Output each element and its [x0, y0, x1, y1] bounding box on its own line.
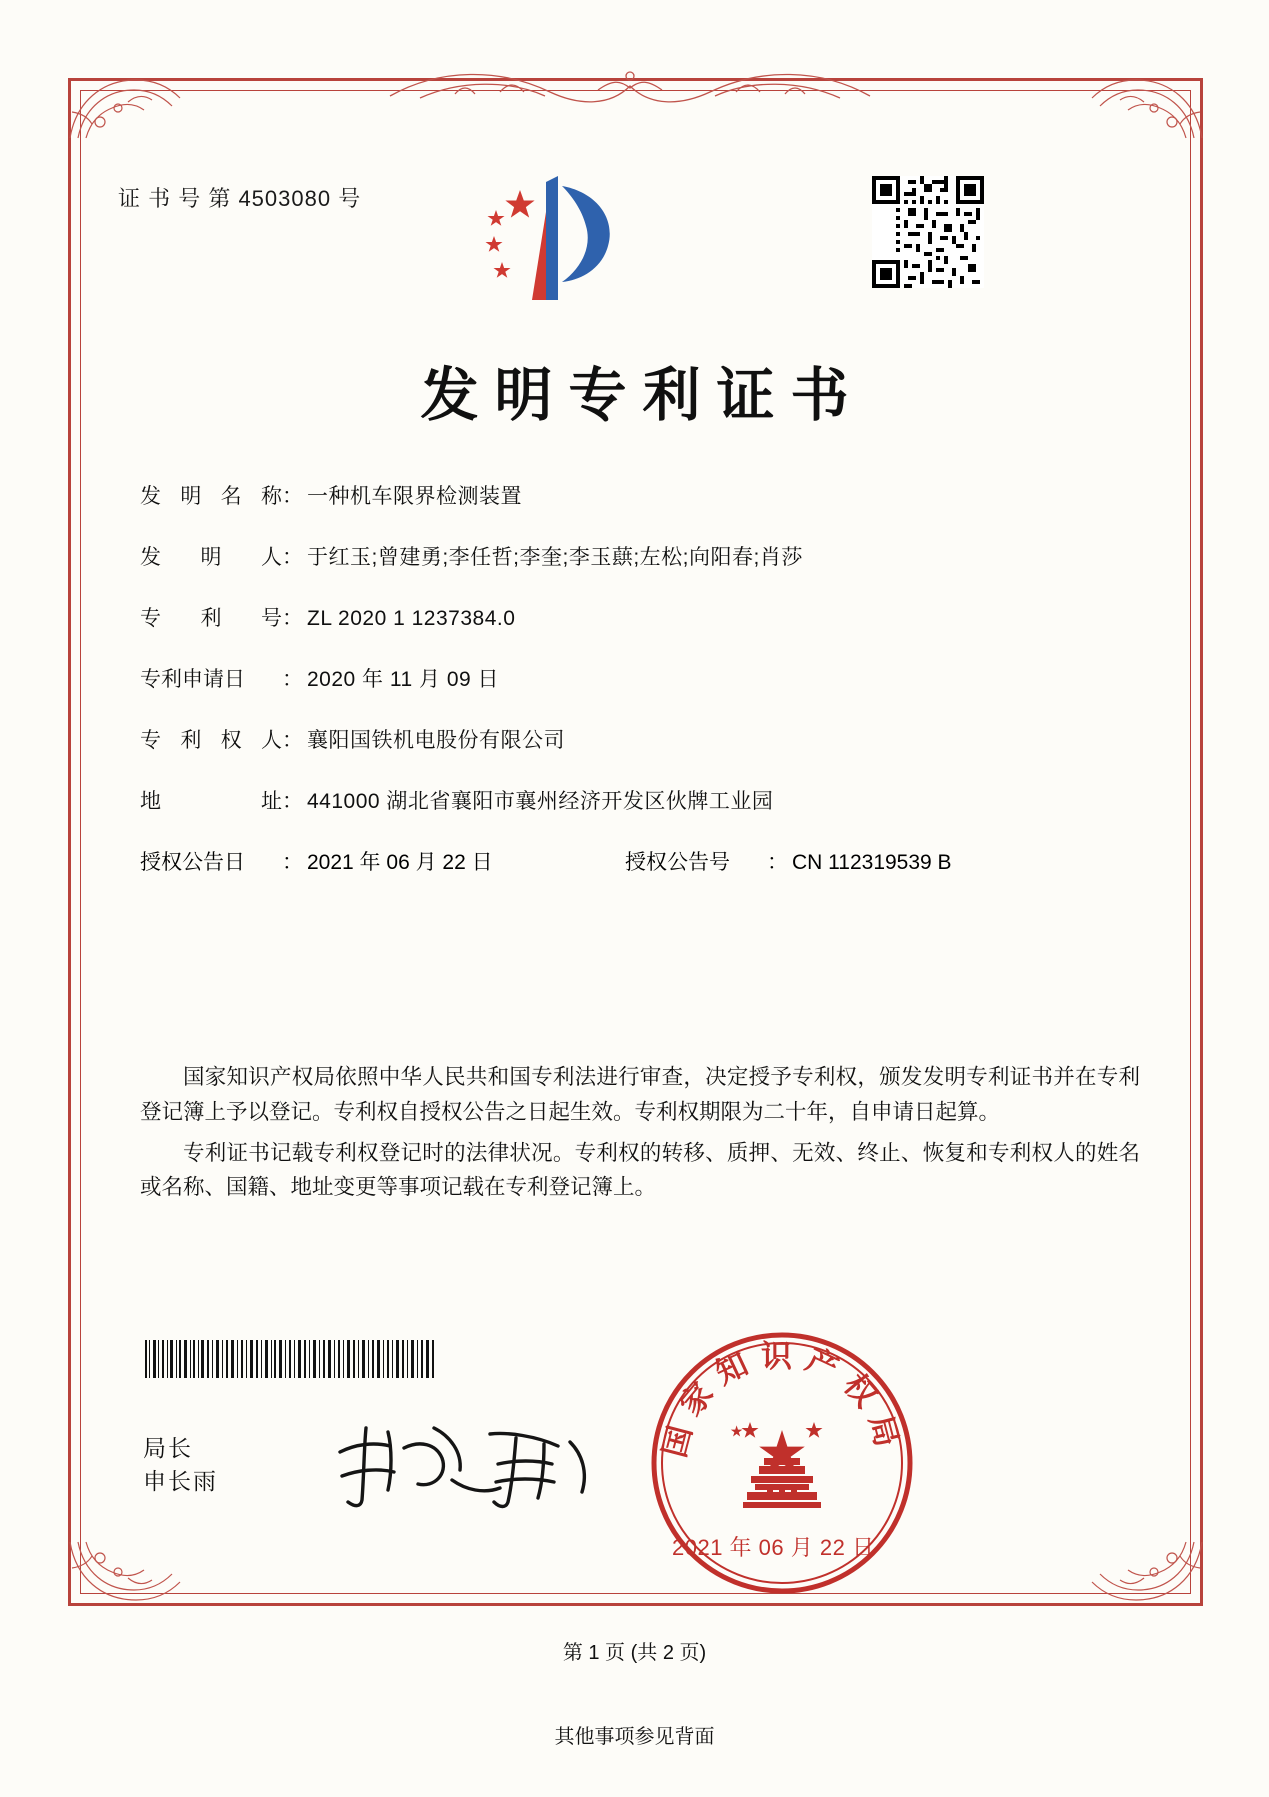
cnipa-logo-icon: [470, 172, 640, 312]
label-patentee: 专 利 权 人: [140, 729, 282, 752]
field-invention-name: [140, 480, 1140, 510]
field-grant-row: [140, 846, 1140, 876]
value-inventors: 于红玉;曾建勇;李任哲;李奎;李玉蕻;左松;向阳春;肖莎: [307, 546, 803, 569]
qr-code-icon: [872, 176, 984, 288]
value-application-date: 2020 年 11 月 09 日: [307, 668, 500, 691]
paragraph-2: 专利证书记载专利权登记时的法律状况。专利权的转移、质押、无效、终止、恢复和专利权人的姓名或名称、国籍、地址变更等事项记载在专利登记簿上。: [140, 1140, 1140, 1200]
value-invention-name: 一种机车限界检测装置: [307, 485, 522, 508]
certificate-number: 证 书 号 第 4503080 号: [118, 186, 362, 211]
field-application-date: [140, 663, 1140, 693]
value-grant-date: 2021 年 06 月 22 日: [307, 851, 493, 874]
colon-grant-date: ：: [282, 850, 303, 874]
seal-date: 2021 年 06 月 22 日: [672, 1535, 875, 1560]
top-ornament: [380, 62, 880, 108]
field-patentee: [140, 724, 1140, 754]
field-list: [140, 480, 1140, 902]
colon-address: ：: [282, 789, 303, 813]
colon-patent-number: ：: [282, 606, 303, 630]
value-patent-number: ZL 2020 1 1237384.0: [307, 607, 516, 630]
signature-block: [143, 1432, 218, 1499]
label-application-date: 专利申请日: [140, 668, 245, 691]
colon-invention-name: ：: [282, 484, 303, 508]
paragraph-1: 国家知识产权局依照中华人民共和国专利法进行审查，决定授予专利权，颁发发明专利证书并在专利登记簿上予以登记。专利权自授权公告之日起生效。专利权期限为二十年，自申请日起算。: [140, 1065, 1140, 1124]
label-address: 地 址: [140, 790, 282, 813]
value-grant-number: CN 112319539 B: [792, 851, 952, 874]
svg-text:国家知识产权局: 国家知识产权局: [656, 1339, 908, 1461]
barcode: [143, 1340, 435, 1378]
page-title: 发明专利证书: [420, 363, 865, 428]
handwritten-signature-icon: [330, 1418, 600, 1513]
signature-role: 局长: [143, 1435, 193, 1461]
field-address: [140, 785, 1140, 815]
label-patent-number: 专 利 号: [140, 607, 282, 630]
page-number: 第 1 页 (共 2 页): [562, 1642, 707, 1664]
label-grant-date: 授权公告日: [140, 851, 245, 874]
back-side-note: 其他事项参见背面: [554, 1726, 715, 1748]
signature-name: 申长雨: [143, 1468, 218, 1495]
field-patent-number: [140, 602, 1140, 632]
colon-patentee: ：: [282, 728, 303, 752]
label-inventors: 发 明 人: [140, 546, 282, 569]
colon-grant-number: ：: [767, 850, 788, 874]
label-grant-number: 授权公告号: [625, 851, 730, 874]
value-address: 441000 湖北省襄阳市襄州经济开发区伙牌工业园: [307, 790, 774, 813]
colon-inventors: ：: [282, 545, 303, 569]
label-invention-name: 发 明 名 称: [140, 485, 282, 508]
field-inventors: [140, 541, 1140, 571]
value-patentee: 襄阳国铁机电股份有限公司: [307, 729, 565, 752]
legal-text: [140, 1060, 1140, 1211]
colon-application-date: ：: [282, 667, 303, 691]
